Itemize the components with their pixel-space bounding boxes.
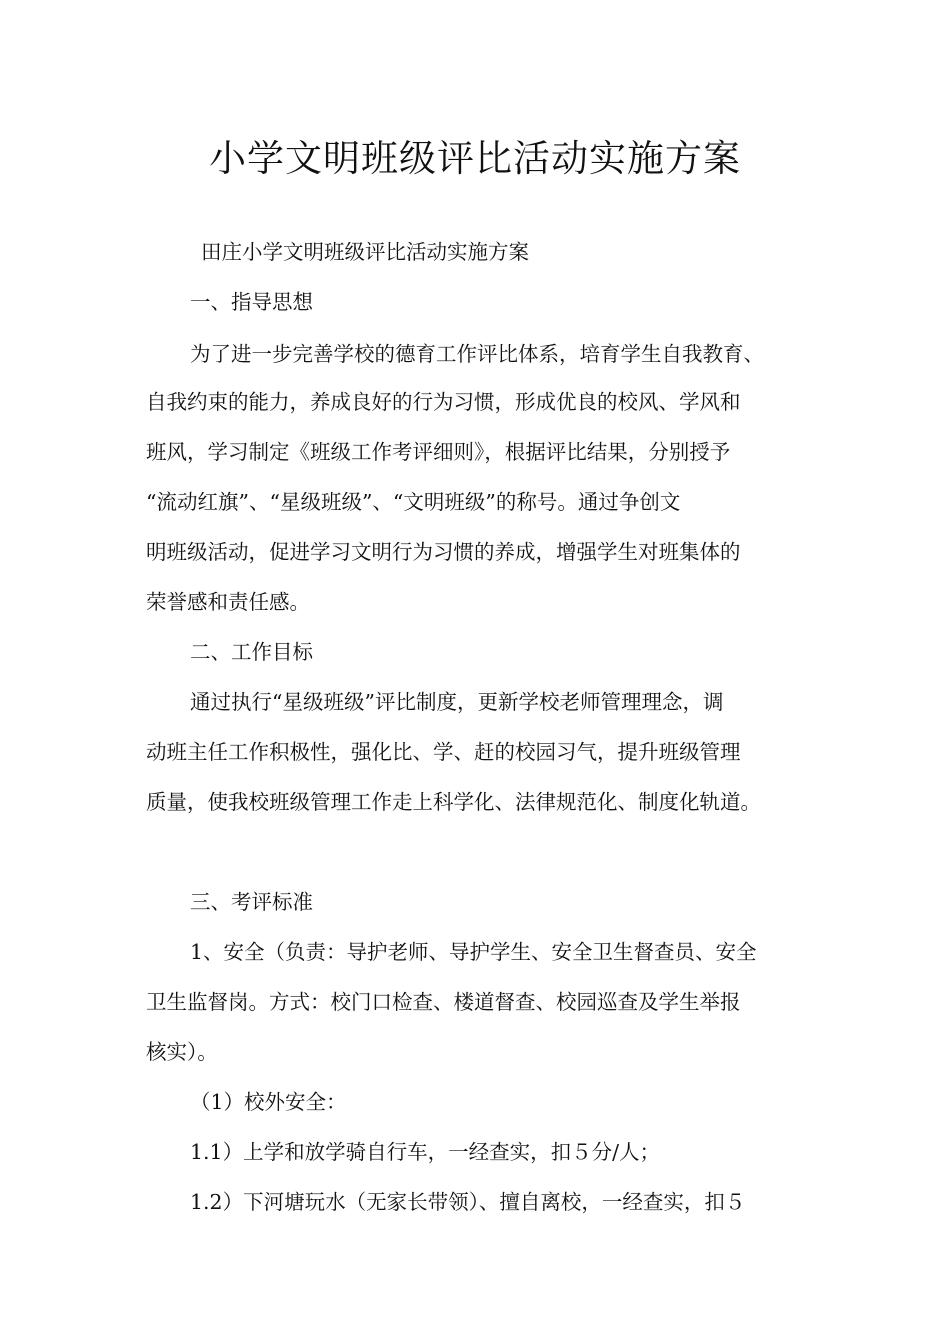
paragraph-line: 卫生监督岗。方式：校门口检查、楼道督查、校园巡查及学生举报	[146, 990, 741, 1014]
paragraph-line: 自我约束的能力，养成良好的行为习惯，形成优良的校风、学风和	[146, 390, 741, 414]
paragraph-line: 质量，使我校班级管理工作走上科学化、法律规范化、制度化轨道。	[146, 790, 761, 814]
section-heading-guiding-ideology: 一、指导思想	[190, 290, 313, 314]
section-heading-work-goals: 二、工作目标	[190, 640, 313, 664]
paragraph-line: 1、安全（负责：导护老师、导护学生、安全卫生督查员、安全	[190, 940, 757, 964]
paragraph-line: “流动红旗”、“星级班级”、“文明班级”的称号。通过争创文	[146, 490, 681, 514]
paragraph-line: 核实）。	[146, 1040, 218, 1064]
paragraph-line: 通过执行“星级班级”评比制度，更新学校老师管理理念，调	[190, 690, 724, 714]
rule-item: 1.2）下河塘玩水（无家长带领）、擅自离校，一经查实，扣５	[190, 1190, 746, 1214]
paragraph-line: 为了进一步完善学校的德育工作评比体系，培育学生自我教育、	[190, 342, 764, 366]
paragraph-line: 荣誉感和责任感。	[146, 590, 310, 614]
document-title: 小学文明班级评比活动实施方案	[209, 137, 741, 180]
document-subtitle: 田庄小学文明班级评比活动实施方案	[201, 240, 529, 264]
paragraph-line: 班风，学习制定《班级工作考评细则》，根据评比结果，分别授予	[146, 440, 731, 464]
section-heading-evaluation-standards: 三、考评标准	[190, 890, 313, 914]
rule-item: 1.1）上学和放学骑自行车，一经查实，扣５分/人；	[190, 1140, 661, 1164]
paragraph-line: 明班级活动，促进学习文明行为习惯的养成，增强学生对班集体的	[146, 540, 741, 564]
paragraph-line: 动班主任工作积极性，强化比、学、赶的校园习气，提升班级管理	[146, 740, 741, 764]
subsection-heading-off-campus-safety: （1）校外安全：	[190, 1090, 347, 1114]
